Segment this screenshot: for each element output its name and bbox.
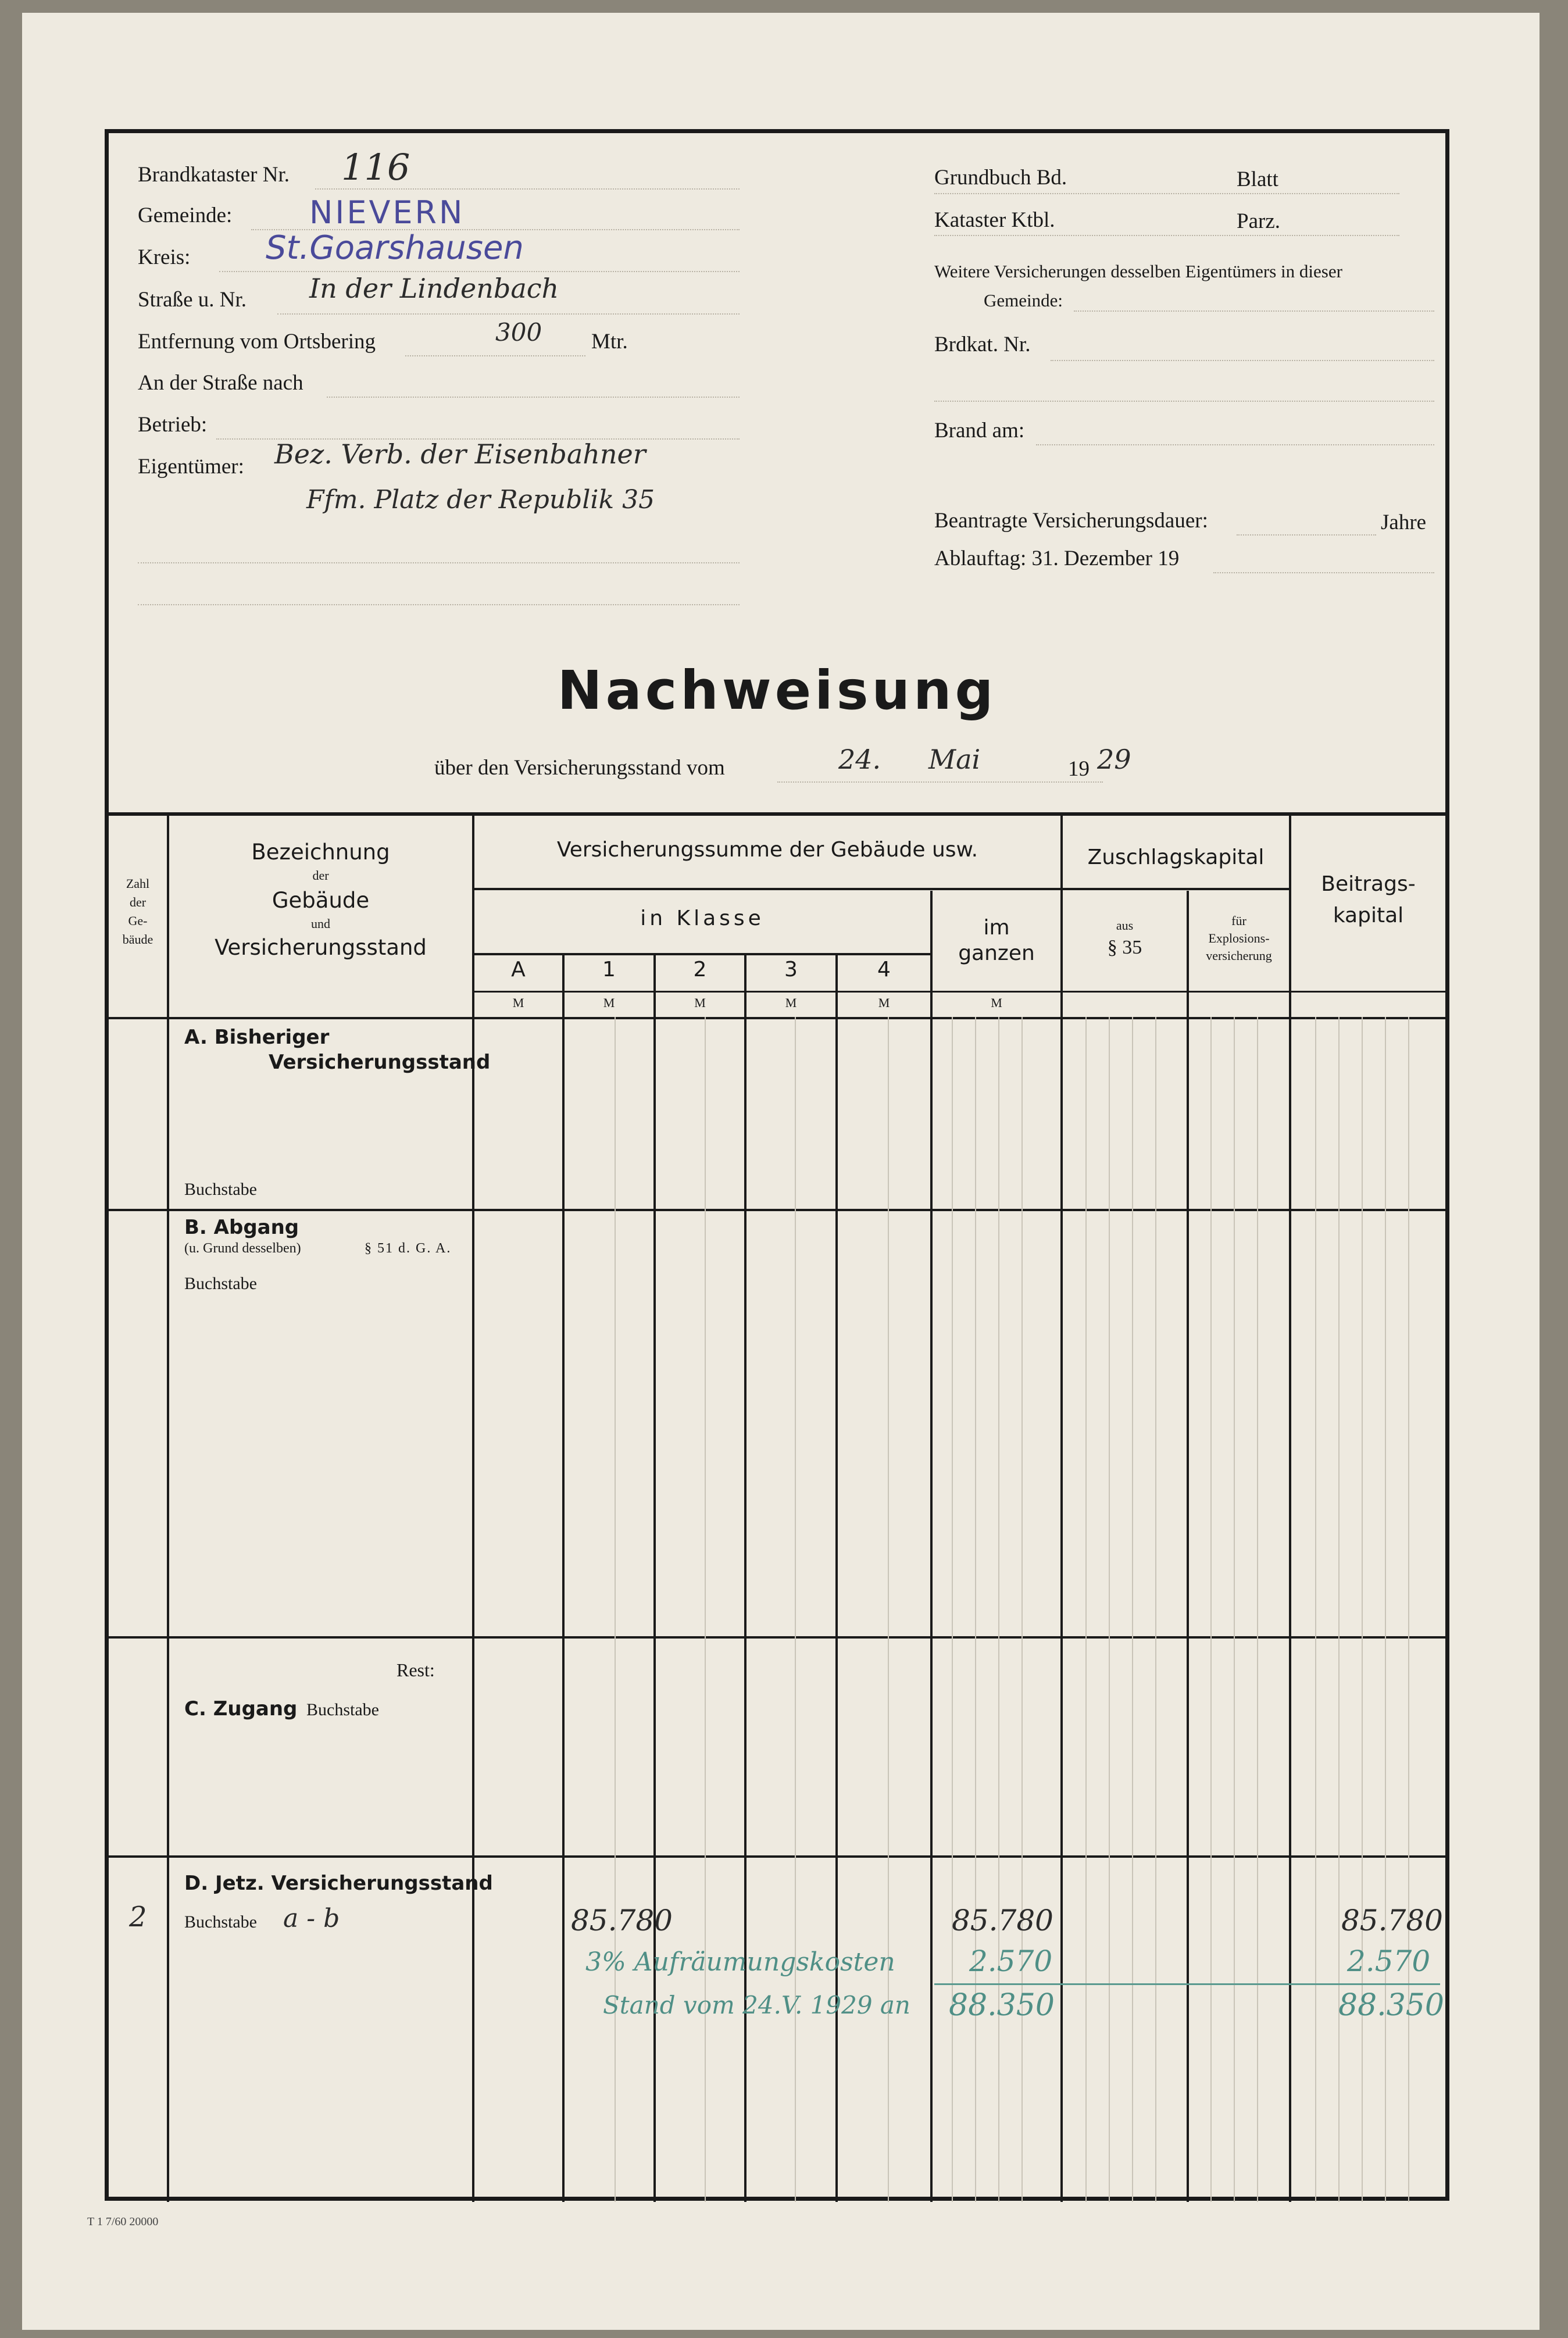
section-d-buchstabe-value: a - b: [283, 1904, 340, 1933]
unit-1: M: [603, 995, 615, 1010]
im-ganzen-line-1: im: [983, 916, 1010, 940]
klasse-4-header: 4: [877, 958, 891, 981]
zuschlagskapital-header: Zuschlagskapital: [1087, 845, 1265, 869]
parz-label: Parz.: [1237, 209, 1280, 233]
fuer-line-2: Explosions-: [1208, 931, 1270, 945]
stand-beitrag: 88.350: [1338, 1988, 1444, 2023]
section-a-buchstabe: Buchstabe: [184, 1180, 257, 1199]
subtitle-year-suffix: 29: [1097, 744, 1131, 775]
section-b-buchstabe: Buchstabe: [184, 1274, 257, 1293]
beitrag-line-2: kapital: [1333, 904, 1404, 927]
section-c-buchstabe: Buchstabe: [306, 1700, 379, 1719]
im-ganzen-header: [933, 915, 1060, 966]
section-a-title: A. Bisheriger: [184, 1026, 330, 1049]
col-zahl-line-2: der: [129, 895, 147, 909]
sum-line: [934, 1983, 1440, 1985]
entfernung-label: Entfernung vom Ortsbering: [138, 330, 376, 354]
aufraeumung-text: 3% Aufräumungskosten: [585, 1947, 895, 1977]
print-code: T 1 7/60 20000: [87, 2215, 159, 2228]
form-frame: [105, 129, 1449, 2201]
subtitle-day: 24.: [838, 744, 881, 775]
unit-a: M: [512, 995, 524, 1010]
brandkataster-value: 116: [341, 146, 410, 188]
section-d-buchstabe: Buchstabe: [184, 1912, 257, 1932]
klasse-1-header: 1: [602, 958, 616, 981]
strasse-label: Straße u. Nr.: [138, 288, 247, 312]
beitrag-entry: 85.780: [1341, 1904, 1443, 1937]
col-zahl-line-3: Ge-: [128, 913, 148, 928]
aus-paragraph-header: [1063, 918, 1187, 959]
ablauftag-label: Ablauftag: 31. Dezember 19: [934, 547, 1180, 570]
section-a-title-2: Versicherungsstand: [269, 1051, 491, 1074]
in-klasse-header: in Klasse: [640, 906, 765, 930]
klasse-3-header: 3: [784, 958, 798, 981]
aufraeumung-value: 2.570: [969, 1944, 1053, 1978]
unit-4: M: [878, 995, 890, 1010]
kreis-stamp: St.Goarshausen: [266, 229, 524, 267]
gemeinde2-label: Gemeinde:: [984, 290, 1063, 310]
klasse-a-header: A: [511, 958, 526, 981]
kataster-label: Kataster Ktbl.: [934, 208, 1055, 232]
strasse-value: In der Lindenbach: [309, 273, 559, 304]
section-b-paragraph: § 51 d. G. A.: [365, 1241, 452, 1256]
gemeinde-label: Gemeinde:: [138, 204, 233, 227]
page-title: Nachweisung: [557, 659, 997, 722]
subtitle-text: über den Versicherungsstand vom: [434, 756, 725, 780]
klasse-a-entry: 85.780: [571, 1904, 673, 1937]
beitrag-line-1: Beitrags-: [1321, 872, 1416, 896]
fuer-line-1: für: [1231, 913, 1246, 928]
entfernung-value: 300: [495, 318, 542, 347]
col-bez-line-3: Gebäude: [272, 888, 370, 913]
unit-2: M: [694, 995, 706, 1010]
unit-ganzen: M: [991, 995, 1002, 1010]
aufraeumung-beitrag: 2.570: [1347, 1944, 1431, 1978]
subtitle-year-prefix: 19: [1068, 757, 1090, 781]
unit-3: M: [785, 995, 797, 1010]
col-bezeichnung-header: [169, 840, 472, 960]
brdkat-label: Brdkat. Nr.: [934, 333, 1031, 356]
col-bez-line-5: Versicherungsstand: [215, 935, 427, 960]
beitragskapital-header: [1291, 869, 1445, 931]
weitere-label: Weitere Versicherungen desselben Eigentümers in dieser: [934, 261, 1342, 281]
grundbuch-label: Grundbuch Bd.: [934, 166, 1067, 190]
brandkataster-label: Brandkataster Nr.: [138, 163, 290, 187]
rest-label: Rest:: [397, 1659, 435, 1680]
kreis-label: Kreis:: [138, 245, 191, 269]
versicherungssumme-header: Versicherungssumme der Gebäude usw.: [556, 838, 978, 862]
section-d-title: D. Jetz. Versicherungsstand: [184, 1872, 493, 1895]
blatt-label: Blatt: [1237, 167, 1278, 191]
dauer-label: Beantragte Versicherungsdauer:: [934, 509, 1208, 533]
col-bez-line-2: der: [312, 868, 329, 883]
col-bez-line-1: Bezeichnung: [251, 840, 390, 865]
stand-value: 88.350: [949, 1988, 1055, 2023]
stand-text: Stand vom 24.V. 1929 an: [603, 1991, 910, 2019]
explosion-header: [1189, 912, 1289, 965]
col-bez-line-4: und: [311, 916, 330, 931]
entfernung-unit: Mtr.: [591, 330, 628, 354]
aus-line-2: § 35: [1107, 937, 1142, 958]
section-d-zahl: 2: [129, 1901, 147, 1933]
eigentuemer-line-1: Bez. Verb. der Eisenbahner: [274, 438, 646, 470]
klasse-2-header: 2: [693, 958, 707, 981]
subtitle-month: Mai: [928, 744, 981, 775]
gemeinde-stamp: NIEVERN: [309, 194, 465, 231]
col-zahl-line-1: Zahl: [126, 876, 150, 891]
brand-am-label: Brand am:: [934, 419, 1025, 442]
col-zahl-header: [109, 874, 167, 949]
betrieb-label: Betrieb:: [138, 413, 208, 437]
section-c-title: C. Zugang: [184, 1697, 298, 1721]
im-ganzen-line-2: ganzen: [958, 941, 1035, 965]
im-ganzen-entry: 85.780: [952, 1904, 1053, 1937]
jahre-label: Jahre: [1381, 511, 1427, 534]
eigentuemer-line-2: Ffm. Platz der Republik 35: [306, 485, 655, 515]
col-zahl-line-4: bäude: [122, 932, 153, 947]
aus-line-1: aus: [1116, 918, 1134, 933]
section-b-title: B. Abgang: [184, 1216, 299, 1239]
fuer-line-3: versicherung: [1206, 948, 1272, 963]
section-b-sub: (u. Grund desselben): [184, 1241, 301, 1256]
eigentuemer-label: Eigentümer:: [138, 455, 244, 479]
an-der-strasse-label: An der Straße nach: [138, 371, 303, 395]
